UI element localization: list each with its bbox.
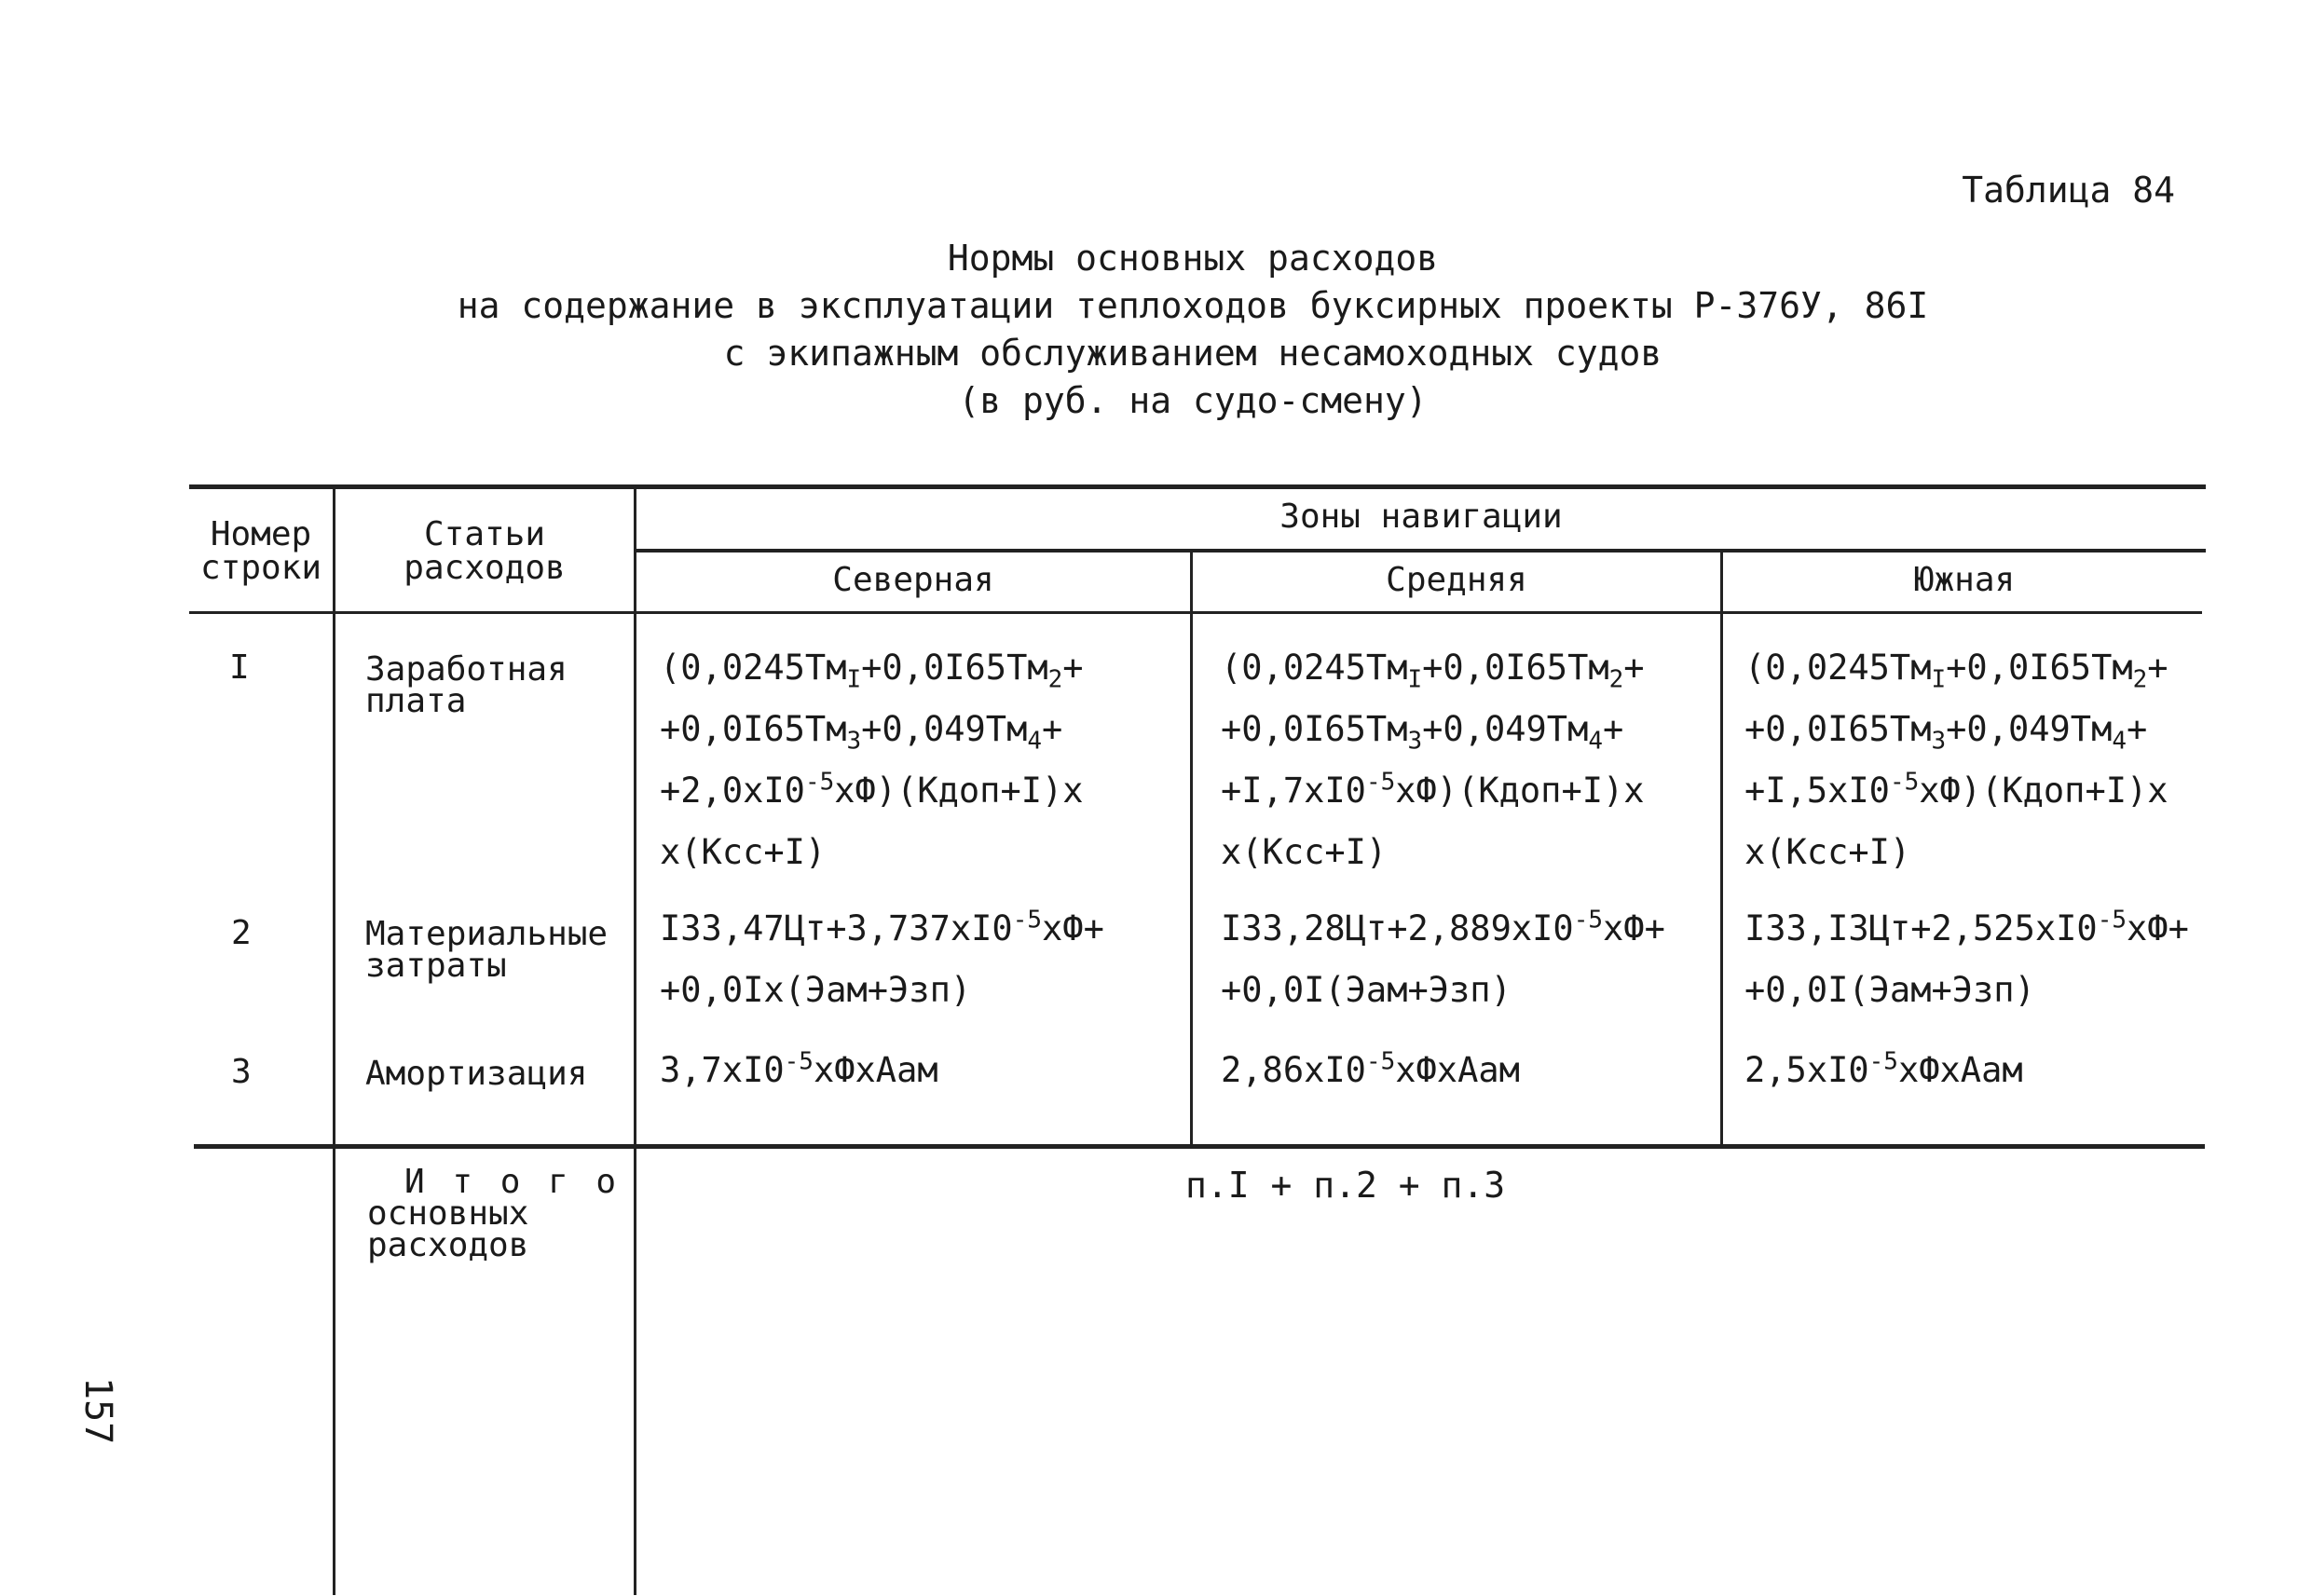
materials-middle-formula bbox=[1221, 898, 1665, 1021]
cost-item-materials-line-1: Материальные bbox=[365, 915, 609, 953]
wages-middle-formula bbox=[1221, 637, 1645, 883]
total-label bbox=[367, 1163, 621, 1264]
col-divider-4 bbox=[1720, 549, 1723, 1146]
header-cost-items-line-1: Статьи bbox=[423, 515, 546, 553]
total-formula: п.I + п.2 + п.3 bbox=[1185, 1165, 1506, 1206]
formula-line: $+I,7хI0^{-5}хФ)(Кдоп+I)х$ bbox=[1221, 768, 1645, 811]
table-number: Таблица 84 bbox=[1962, 170, 2175, 211]
wages-north-formula bbox=[660, 637, 1084, 883]
formula-line: $+0,0I65Тм_3+0,049Тм_4+$ bbox=[1221, 709, 1624, 756]
formula-line: +0,0I(Эам+Эзп) bbox=[1221, 970, 1512, 1010]
title-line-2: на содержание в эксплуатации теплоходов буксирных проекты Р-376У, 86I bbox=[457, 285, 1929, 326]
col-divider-1 bbox=[333, 486, 335, 1595]
col-divider-3 bbox=[1190, 549, 1193, 1146]
formula-line: $I33,I3Цт+2,525хI0^{-5}хФ+$ bbox=[1744, 906, 2189, 948]
depreciation-middle-formula bbox=[1221, 1040, 1520, 1101]
cost-item-depreciation: Амортизация bbox=[365, 1055, 588, 1093]
cost-item-materials bbox=[365, 915, 609, 985]
wages-south-formula bbox=[1744, 637, 2168, 883]
header-zone-south: Южная bbox=[1913, 561, 2016, 599]
formula-line: ($0,0245Тм_I+0,0I65Тм_2+$ bbox=[1221, 648, 1645, 694]
formula-line: +0,0Iх(Эам+Эзп) bbox=[660, 970, 972, 1010]
formula-line: $+0,0I65Тм_3+0,049Тм_4+$ bbox=[1744, 709, 2148, 756]
header-cost-items bbox=[335, 515, 634, 587]
table-title bbox=[0, 235, 2312, 425]
formula-line: $I33,47Цт+3,737хI0^{-5}хФ+$ bbox=[660, 906, 1104, 948]
col-divider-2 bbox=[634, 486, 636, 1595]
total-label-line-2: основных bbox=[367, 1194, 529, 1233]
formula-line: х(Ксс+I) bbox=[660, 832, 827, 872]
header-zone-middle: Средняя bbox=[1386, 561, 1527, 599]
formula-line: ($0,0245Тм_I+0,0I65Тм_2+$ bbox=[1744, 648, 2168, 694]
formula-line: $2,86хI0^{-5}хФхАам$ bbox=[1221, 1047, 1520, 1090]
formula-line: $+0,0I65Тм_3+0,049Тм_4+$ bbox=[660, 709, 1063, 756]
formula-line: $+I,5хI0^{-5}хФ)(Кдоп+I)х$ bbox=[1744, 768, 2168, 811]
formula-line: $I33,28Цт+2,889хI0^{-5}хФ+$ bbox=[1221, 906, 1665, 948]
total-label-line-3: расходов bbox=[367, 1226, 529, 1264]
table-top-rule bbox=[189, 484, 2206, 489]
page-number: 157 bbox=[76, 1377, 119, 1445]
cost-item-wages bbox=[365, 650, 568, 720]
depreciation-north-formula bbox=[660, 1040, 938, 1101]
header-row-number-line-2: строки bbox=[199, 549, 322, 587]
formula-line: ($0,0245Тм_I+0,0I65Тм_2+$ bbox=[660, 648, 1084, 694]
zones-subheader-rule bbox=[634, 549, 2206, 552]
formula-line: х(Ксс+I) bbox=[1221, 832, 1388, 872]
cost-item-materials-line-2: затраты bbox=[365, 947, 507, 985]
total-label-line-1: И т о г о bbox=[404, 1163, 621, 1201]
row-number-2: 2 bbox=[231, 914, 252, 952]
title-line-1: Нормы основных расходов bbox=[947, 238, 1439, 279]
formula-line: $+2,0хI0^{-5}хФ)(Кдоп+I)х$ bbox=[660, 768, 1084, 811]
header-row-number bbox=[186, 515, 335, 587]
header-navigation-zones: Зоны навигации bbox=[1279, 498, 1563, 536]
formula-line: х(Ксс+I) bbox=[1744, 832, 1911, 872]
depreciation-south-formula bbox=[1744, 1040, 2023, 1101]
body-bottom-rule bbox=[194, 1144, 2205, 1149]
materials-north-formula bbox=[660, 898, 1104, 1021]
header-row-number-line-1: Номер bbox=[210, 515, 312, 553]
header-cost-items-line-2: расходов bbox=[404, 549, 566, 587]
title-line-4: (в руб. на судо-смену) bbox=[958, 380, 1428, 421]
title-line-3: с экипажным обслуживанием несамоходных судов bbox=[723, 333, 1662, 374]
formula-line: $3,7хI0^{-5}хФхАам$ bbox=[660, 1047, 938, 1090]
cost-item-wages-line-2: плата bbox=[365, 682, 467, 720]
cost-item-wages-line-1: Заработная bbox=[365, 650, 568, 689]
formula-line: $2,5хI0^{-5}хФхАам$ bbox=[1744, 1047, 2023, 1090]
header-bottom-rule bbox=[189, 611, 2202, 614]
row-number-3: 3 bbox=[231, 1053, 252, 1091]
formula-line: +0,0I(Эам+Эзп) bbox=[1744, 970, 2035, 1010]
header-zone-north: Северная bbox=[832, 561, 994, 599]
row-number-1: I bbox=[229, 648, 250, 687]
materials-south-formula bbox=[1744, 898, 2189, 1021]
